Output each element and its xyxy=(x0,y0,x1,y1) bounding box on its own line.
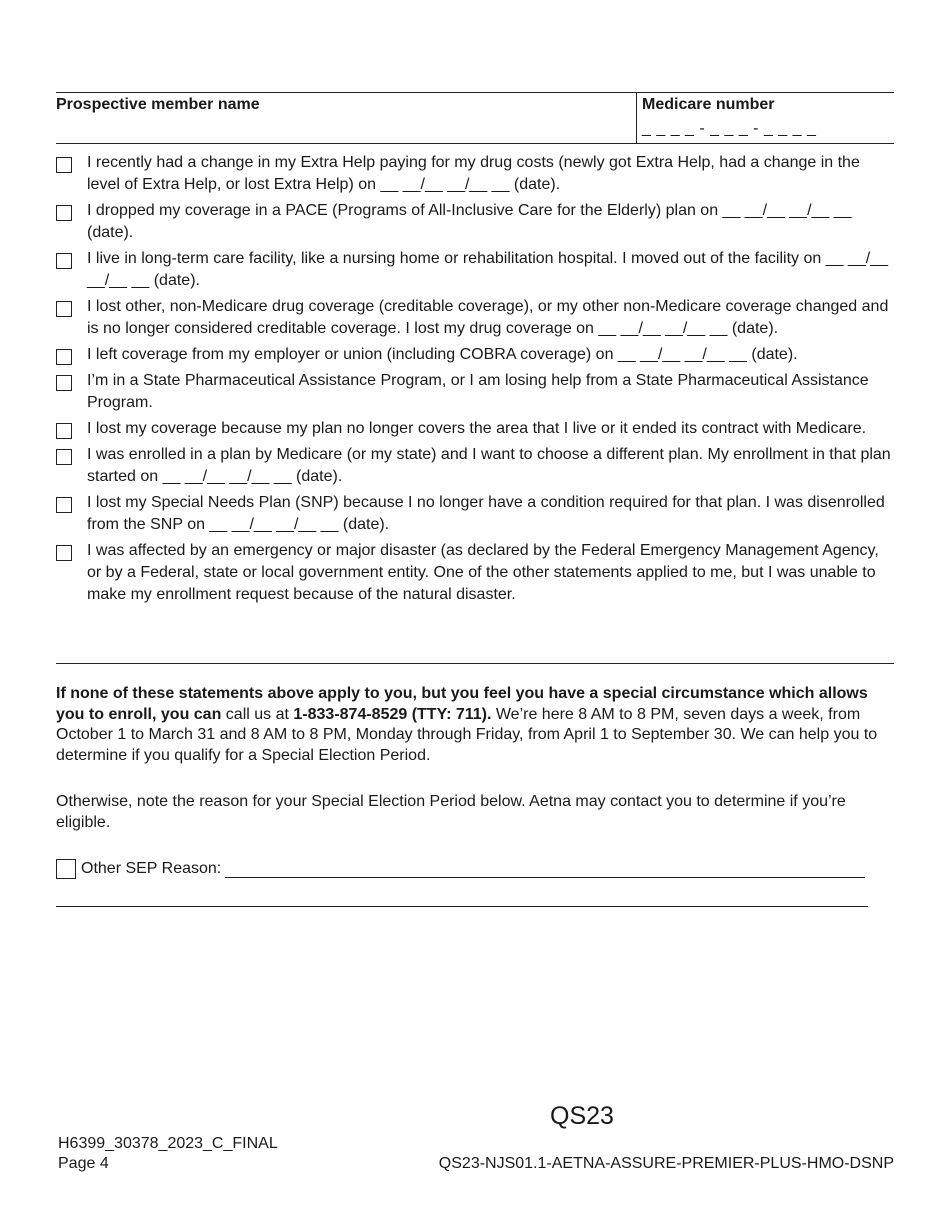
statement-checkbox[interactable] xyxy=(56,253,72,269)
statement-extra-help xyxy=(56,152,894,196)
plan-code: QS23-NJS01.1-AETNA-ASSURE-PREMIER-PLUS-HMO-DSNP xyxy=(438,1155,894,1172)
statement-text: I was enrolled in a plan by Medicare (or my state) and I want to choose a different plan. My enrollment in that plan started on __ __/__ __/__ __ (date). xyxy=(87,446,891,485)
statement-text: I dropped my coverage in a PACE (Programs of All-Inclusive Care for the Elderly) plan on __ __/__ __/__ __ (date). xyxy=(87,202,852,241)
statement-text: I recently had a change in my Extra Help paying for my drug costs (newly got Extra Help, had a change in the level of Extra Help, or lost Extra Help) on __ __/__ __/__ __ (date). xyxy=(87,154,860,193)
medicare-number-blank[interactable]: _ _ _ _ - _ _ _ - _ _ _ _ xyxy=(642,120,817,137)
statement-checkbox[interactable] xyxy=(56,301,72,317)
statement-checkbox[interactable] xyxy=(56,449,72,465)
statement-enrolled-by-medicare xyxy=(56,444,894,488)
statement-pace xyxy=(56,200,894,244)
member-info-header xyxy=(56,92,894,144)
statement-employer-coverage xyxy=(56,344,894,366)
sep-statement-list xyxy=(56,152,894,606)
statement-checkbox[interactable] xyxy=(56,349,72,365)
section-divider xyxy=(56,663,894,664)
statement-text: I live in long-term care facility, like a nursing home or rehabilitation hospital. I moved out of the facility on __ __/__ __/__ __ (date). xyxy=(87,250,889,289)
statement-checkbox[interactable] xyxy=(56,157,72,173)
special-circumstance-paragraph xyxy=(56,684,894,766)
statement-text: I’m in a State Pharmaceutical Assistance Program, or I am losing help from a State Pharmaceutical Assistance Program. xyxy=(87,372,869,411)
member-name-field[interactable] xyxy=(56,93,636,143)
statement-checkbox[interactable] xyxy=(56,545,72,561)
statement-checkbox[interactable] xyxy=(56,375,72,391)
medicare-number-field[interactable] xyxy=(636,93,894,143)
statement-snp xyxy=(56,492,894,536)
statement-checkbox[interactable] xyxy=(56,497,72,513)
statement-text: I lost my coverage because my plan no longer covers the area that I live or it ended its contract with Medicare. xyxy=(87,420,867,437)
statement-disaster xyxy=(56,540,894,606)
otherwise-paragraph: Otherwise, note the reason for your Special Election Period below. Aetna may contact you to determine if you’re eligible. xyxy=(56,793,846,831)
page-number: Page 4 xyxy=(58,1155,109,1172)
statement-checkbox[interactable] xyxy=(56,205,72,221)
other-sep-input-line-2[interactable] xyxy=(56,890,868,907)
statement-text: I lost my Special Needs Plan (SNP) because I no longer have a condition required for that plan. I was disenrolled from the SNP on __ __/__ __/__ __ (date). xyxy=(87,494,885,533)
statement-long-term-care xyxy=(56,248,894,292)
statement-text: I lost other, non-Medicare drug coverage (creditable coverage), or my other non-Medicare coverage changed and is no longer considered creditable coverage. I lost my drug coverage on __ __/__ __/__ __ (date). xyxy=(87,298,889,337)
qs-code: QS23 xyxy=(550,1102,614,1130)
statement-text: I left coverage from my employer or union (including COBRA coverage) on __ __/__ __/__ __ (date). xyxy=(87,346,798,363)
form-id: H6399_30378_2023_C_FINAL xyxy=(58,1135,278,1152)
hours-text: We’re here 8 AM to 8 PM, seven days a week, from October 1 to March 31 and 8 AM to 8 PM, Monday through Friday, from April 1 to September 30. We can help you to determine if you qualify for a Special Election Period. xyxy=(56,705,878,764)
other-sep-input[interactable] xyxy=(225,861,865,878)
other-sep-label: Other SEP Reason: xyxy=(81,860,222,877)
member-name-label: Prospective member name xyxy=(56,96,260,113)
statement-spap xyxy=(56,370,894,414)
statement-checkbox[interactable] xyxy=(56,423,72,439)
medicare-number-label: Medicare number xyxy=(642,96,775,113)
footer-left xyxy=(58,1134,278,1174)
call-us-text: call us at xyxy=(221,705,294,723)
special-circumstance-intro: If none of these statements above apply to you, but you feel you have a special circumstance which allows you to enroll, you can xyxy=(56,685,868,723)
other-sep-checkbox[interactable] xyxy=(56,859,76,879)
statement-creditable-coverage xyxy=(56,296,894,340)
statement-plan-area xyxy=(56,418,894,440)
phone-number: 1-833-874-8529 (TTY: 711). xyxy=(293,705,492,723)
other-sep-row xyxy=(56,859,894,879)
statement-text: I was affected by an emergency or major disaster (as declared by the Federal Emergency Management Agency, or by a Federal, state or local government entity. One of the other statements applied to me, but I was unable to make my enrollment request because of the natural disaster. xyxy=(87,542,879,603)
